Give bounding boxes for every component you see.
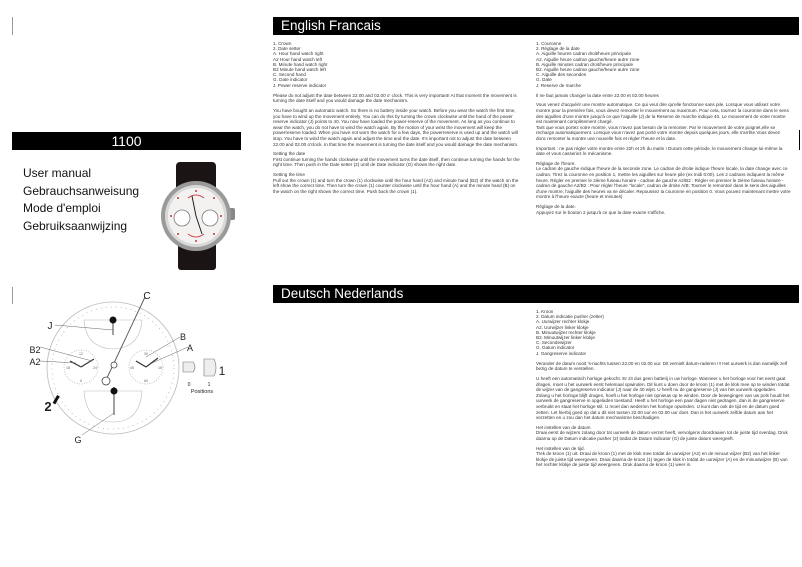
list-item: C. Aiguille des secondes	[536, 72, 587, 78]
title-german: Gebrauchsanweisung	[23, 183, 140, 198]
list-item: B2. Minuutwijzer linker klokje	[536, 335, 595, 341]
automatic-watch-paragraph: You have bought an automatic watch. So there is no battery inside your watch. Before you wear the watch the first time, you have to wind up the movement entirely. You can do this by turning the crown clockwise until the hand of the power reserve indicator (J) points to 40. You now have loaded the power-reserve of the movement. As long as you continue to wear the watch, you do not have to wind the watch again. By the motion of your wrist the movement will keep the powerreserve loaded. When you have not worn the watch for a few days, the powerreserve is used up and the watch will stop. You have to wind the watch again and adjust the time and the date. It's important not to adjust the date between 22.00 and 02.00 o'clock. In that time the movement is turning the date itself and you would damage the date mechanism.	[273, 108, 519, 147]
dial-number: 12	[79, 352, 83, 356]
watch-diagram	[0, 285, 270, 485]
date-instructions: Draai eerst de wijzers zolang door tot uurwerk de datum verzet heeft, vervolgens doordraaien tot de juiste tijd overdag. Druk daarna op de Datum indicatie pusher (2) totdat de Datum indicator (G) de juiste datum weergeeft.	[536, 430, 788, 441]
dial-number: 6	[80, 379, 82, 383]
parts-list	[536, 309, 791, 356]
important-paragraph: Important : ne pas régler votre montre entre 22h et 2h du matin ! Durant cette période, le mouvement change lui-même la date et vous casseriez le mécanisme.	[536, 145, 783, 157]
list-item: C. Second hand	[273, 72, 306, 78]
dial-number: 30	[144, 352, 148, 356]
list-item: A. Hour hand watch right	[273, 51, 324, 57]
list-item: B. Minute hand watch right	[273, 61, 328, 67]
list-item: 1. Kroon	[536, 309, 554, 314]
parts-list	[273, 41, 523, 88]
parts-list	[536, 41, 791, 88]
dial-number: 24	[93, 366, 97, 370]
list-item: J. Power reserve indicator	[273, 82, 327, 88]
label-a: A	[186, 343, 194, 353]
list-item: B2 Minute hand watch left	[273, 67, 326, 73]
dutch-column	[536, 309, 791, 472]
wearing-paragraph: Tant que vous portez votre montre, vous n'avez pas besoin de la remonter. Par le mouvement de votre poignet,elle se recharge automatiquement. Lorsque vous n'avez pas porté votre montre depuis quelques jours, elle s'arrête.Vous devez donc remonter la montre une nouvelle fois et régler l'heure et la date.	[536, 124, 781, 141]
date-warning: Please do not adjust the date between 22.00 and 02.00 o' clock. This is very important! At that moment the movement is turning the date itself and you would damage the date mechanism.	[273, 92, 517, 104]
french-column	[536, 41, 791, 219]
list-item: 2. Datum indicatie pusher (zetter)	[536, 314, 604, 320]
margin-rule	[799, 130, 800, 150]
list-item: B. Minuutwijzer rechter klokje	[536, 329, 596, 335]
list-item: A. Uurwijzer rechter klokje	[536, 319, 590, 325]
margin-rule	[12, 17, 13, 35]
subheading: Het instellen van de datum	[536, 424, 591, 430]
dial-number: 15	[158, 366, 162, 370]
english-column	[273, 41, 523, 198]
subheading: Réglage de l'heure.	[536, 160, 576, 166]
time-instructions: Trek de kroon (1) uit. Draai de kroon (1) met de klok mee totdat de uurwijzer (A2) en de minuut wijzer (B2) van het linker klokje de juiste tijd weergeven. Draai daarna de kroon (1) tegen de klok in totdat de uurwijzer (A) en de minuutwijzer (B) van het rechter klokje de juiste tijd weergeven. Druk daarna de kroon (1) weer in.	[536, 451, 788, 468]
time-instructions: Le cadran de gauche indique l'heure de la seconde zone. Le cadran de droite indique l'heure locale, la date change avec ce cadran. Tirez la couronne en position 1, mettre les aiguilles sur heure pile (ex midi 0:00). Les 2 cadrans indiquent la même heure. Régler en premier le 2ième fuseau horaire - cadran de gauche A2/B2 : Régler en premier le 2ième fuseau horaire - cadran de gauche A2/B2 : Pour régler l'heure "locale", cadran de droite A/B: Tourner le remontoir dans le sens des aiguilles d'une montre, l'aiguille des heures va se décaler. Repoussez la couronne en position 0. Vous pouvez maintenant mettre votre montre à l'heure exacte (heure et minutes)	[536, 166, 791, 200]
manual-titles	[23, 165, 139, 235]
model-title-bar	[12, 132, 241, 150]
list-item: G. Datum indicator	[536, 345, 575, 351]
list-item: A. Aiguille heures cadran droit/heure principale	[536, 51, 631, 57]
label-b2: B2	[29, 345, 41, 355]
list-item: 1. Crown	[273, 41, 292, 46]
label-g: G	[74, 435, 82, 445]
subheading: Réglage de la date.	[536, 203, 576, 209]
automatic-watch-paragraph: U heeft een automatisch horloge gekocht. Er zit dus geen batterij in uw horloge. Wanneer u het horloge voor het eerst gaat dragen, moet u het uurwerk eerst helemaal opwinden. Dit kunt u doen door de kroon (1) met de klok mee op te winden totdat de wijzer van de gangreserve indicator (J) naar de 40 wijst. U heeft nu de gangreserve (J) van het uurwerk opgeladen. Zolang u het horloge blijft dragen, hoeft u het horloge niet opnieuw op te winden. Door de bewegingen van uw pols houdt het uurwerk de gangreserve in opgeladen toestand. Heeft u het horloge een paar dagen niet gedragen, dan is de gangreserve verbruikt en staat het horloge stil. U moet dan wederom het horloge opwinden. U kunt dan ook de tijd en de datum goed zetten. Let hierbij goed op dat u dit niet tussen 22.00 uur en 02.00 uur doet. Dan is het uurwerk zelfde datum aan het verzetten en u zou dan het datum mechanisme beschadigen.	[536, 376, 790, 421]
model-number: 1100	[111, 133, 142, 149]
label-j: J	[47, 321, 53, 332]
title-french: Mode d'emploi	[23, 201, 101, 215]
date-warning: Il ne faut jamais changer la date entre 22.00 et 02.00 heures	[536, 92, 659, 98]
label-b: B	[179, 332, 187, 342]
list-item: G. Date	[536, 77, 552, 83]
date-instructions: First continue turning the hands clockwise until the movement turns the date itself, then continue turning the hands for the right time. Then push in the Date setter (2) until de Date indicator (G) shows the right date.	[273, 156, 520, 168]
date-instructions: Appuyez sur le bouton 2 jusqu'à ce que la date exacte s'affiche.	[536, 209, 666, 215]
list-item: A2. Uurwijzer linker klokje	[536, 324, 589, 330]
section-header-english-french	[273, 17, 799, 35]
list-item: G. Date indicator	[273, 77, 308, 83]
list-item: 2. Date setter	[273, 46, 301, 52]
watch-photo	[152, 160, 240, 272]
title-english: User manual	[23, 166, 92, 180]
label-1: 1	[218, 364, 226, 378]
dial-number: 18	[66, 366, 70, 370]
list-item: B2. Aiguille heure cadran gauche/heure autre zone	[536, 67, 640, 73]
section-title: English Francais	[281, 18, 381, 33]
dial-number: 45	[130, 366, 134, 370]
section-title: Deutsch Nederlands	[281, 286, 404, 301]
label-c: C	[143, 291, 151, 302]
positions-label: Positions	[190, 389, 214, 395]
time-instructions: Pull out the crown (1) and turn the crown (1) clockwise until the hour hand (A2) and minute hand (B2) of the watch on the left show the correct time. Then turn the crown (1) counter clockwise until the hour hand (A) and the minute hand (B) on the watch on the right shows the correct time. Push back the crown (1).	[273, 177, 519, 194]
subheading: Het instellen van de tijd.	[536, 445, 585, 451]
label-a2: A2	[29, 357, 41, 367]
list-item: 2. Réglage de la date	[536, 46, 580, 52]
section-header-german-dutch	[273, 285, 799, 303]
list-item: B. Aiguille minutes cadran droit/heure principale	[536, 61, 634, 67]
label-2: 2	[44, 399, 52, 414]
date-warning: Verander de datum nooit 's-nachts tussen 22.00 en 02.00 uur. Dit vernielt datum-raderen !!! Het uurwerk is dan namelijk zelf bezig de datum te verstellen.	[536, 360, 788, 372]
automatic-watch-paragraph: Vous venez d'acquérir une montre automatique. Ce qui veut dire qu'elle fonctionne sans pile. Lorsque vous utilisez votre montre pour la première fois, vous devez remonter le mouvement au maximum. Pour cela, tournez la couronne dans le sens des aiguilles d'une montre jusqu'à ce que l'aiguille (J) de la Reserve de marche indique 40. Le mouvement de votre montre est maintenant complètement chargé.	[536, 102, 789, 125]
position-0: 0	[187, 382, 191, 388]
title-dutch: Gebruiksaanwijzing	[23, 218, 128, 233]
list-item: J. Reserve de marche	[536, 82, 581, 88]
subheading: Setting the date	[273, 151, 306, 157]
list-item: 1. Couronne	[536, 41, 562, 46]
list-item: A2 Hour hand watch left	[273, 56, 323, 62]
list-item: A2. Aiguille heure cadran gauche/heure autre zone	[536, 56, 640, 62]
subheading: Setting the time	[273, 171, 305, 177]
list-item: C. Secondewijzer	[536, 340, 572, 346]
list-item: J. Gangreserve indicator	[536, 350, 587, 356]
dial-number: 60	[144, 379, 148, 383]
position-1: 1	[207, 382, 211, 388]
